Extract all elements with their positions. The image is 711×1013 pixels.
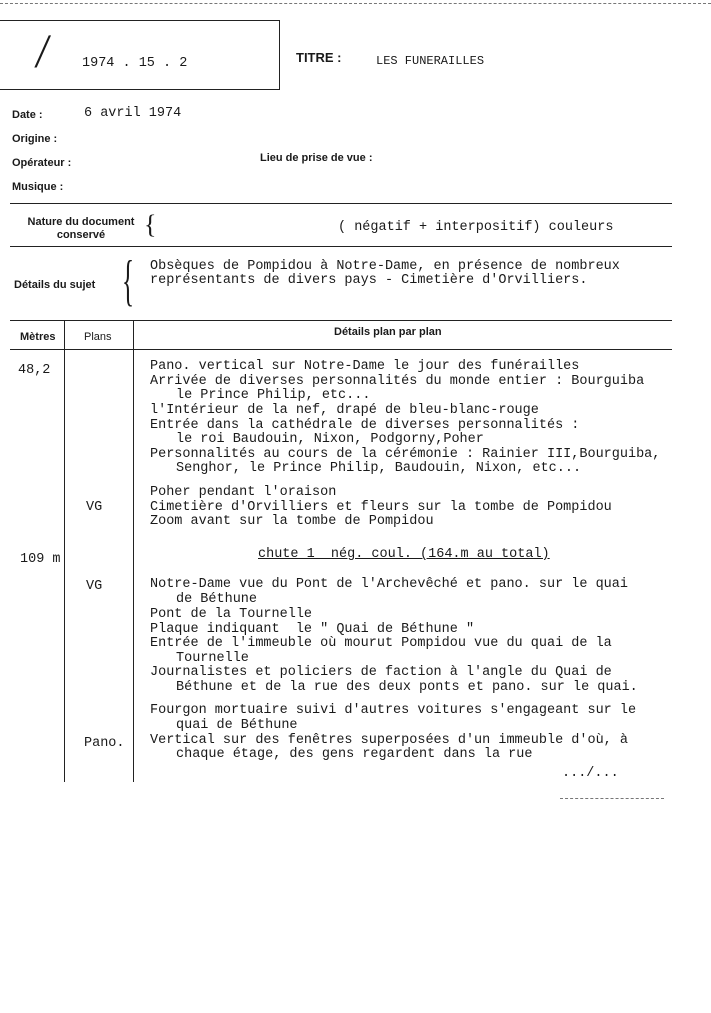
detail-line: Béthune et de la rue des deux ponts et pano. sur le quai. <box>176 680 638 695</box>
table-header-bottom-line <box>10 349 672 350</box>
detail-line: Arrivée de diverses personnalités du monde entier : Bourguiba <box>150 374 645 389</box>
detail-line: le roi Baudouin, Nixon, Podgorny,Poher <box>176 432 484 447</box>
detail-line: Fourgon mortuaire suivi d'autres voitures s'engageant sur le <box>150 703 637 718</box>
metres-value-1: 48,2 <box>18 363 51 378</box>
detail-line: Personnalités au cours de la cérémonie : Rainier III,Bourguiba, <box>150 447 661 462</box>
metres-header: Mètres <box>20 331 56 343</box>
detail-line: Tournelle <box>176 651 249 666</box>
sujet-label: Détails du sujet <box>14 279 96 291</box>
continuation-mark: .../... <box>562 766 619 781</box>
detail-line: Notre-Dame vue du Pont de l'Archevêché et pano. sur le quai <box>150 577 628 592</box>
header-box-top <box>0 20 280 21</box>
detail-line: Zoom avant sur la tombe de Pompidou <box>150 514 434 529</box>
detail-line: l'Intérieur de la nef, drapé de bleu-blanc-rouge <box>150 403 539 418</box>
top-edge-line <box>0 3 711 4</box>
metres-value-2: 109 m <box>20 552 61 567</box>
plans-header: Plans <box>84 331 112 343</box>
divider-line-2 <box>10 246 672 247</box>
sujet-line-1: Obsèques de Pompidou à Notre-Dame, en présence de nombreux <box>150 259 620 274</box>
detail-line: Plaque indiquant le " Quai de Béthune " <box>150 622 475 637</box>
detail-line: quai de Béthune <box>176 718 298 733</box>
detail-line: de Béthune <box>176 592 258 607</box>
reference-number: 1974 . 15 . 2 <box>82 56 188 71</box>
titre-value: LES FUNERAILLES <box>376 54 485 68</box>
nature-label-line2: conservé <box>56 229 106 241</box>
detail-line: Vertical sur des fenêtres superposées d'un immeuble d'où, à <box>150 733 628 748</box>
detail-line: Pano. vertical sur Notre-Dame le jour des funérailles <box>150 359 580 374</box>
nature-brace: { <box>144 210 157 239</box>
detail-line: Cimetière d'Orvilliers et fleurs sur la tombe de Pompidou <box>150 500 612 515</box>
detail-line: Senghor, le Prince Philip, Baudouin, Nixon, etc... <box>176 461 582 476</box>
detail-line: chaque étage, des gens regardent dans la rue <box>176 747 533 762</box>
nature-label-line1: Nature du document <box>27 216 135 228</box>
nature-label <box>22 216 140 242</box>
lieu-label: Lieu de prise de vue : <box>260 152 373 164</box>
nature-value: ( négatif + interpositif) couleurs <box>338 220 614 235</box>
table-column-divider-1 <box>64 320 65 782</box>
detail-line: le Prince Philip, etc... <box>176 388 371 403</box>
number-mark: / <box>33 25 53 78</box>
sujet-brace: { <box>122 250 135 312</box>
titre-label: TITRE : <box>296 50 342 65</box>
plans-value-1: VG <box>86 500 103 515</box>
bottom-dashed-line <box>560 798 664 799</box>
musique-label: Musique : <box>12 181 64 193</box>
table-top-line <box>10 320 672 321</box>
table-column-divider-2 <box>133 320 134 782</box>
details-header: Détails plan par plan <box>334 326 442 338</box>
plans-value-3: Pano. <box>84 736 125 751</box>
detail-line: Entrée de l'immeuble où mourut Pompidou vue du quai de la <box>150 636 612 651</box>
date-label: Date : <box>12 109 43 121</box>
header-box-bottom <box>0 89 280 90</box>
chute-line: chute 1 nég. coul. (164.m au total) <box>258 547 550 562</box>
divider-line-1 <box>10 203 672 204</box>
header-box-right <box>279 20 280 90</box>
date-value: 6 avril 1974 <box>84 106 182 121</box>
detail-line: Poher pendant l'oraison <box>150 485 337 500</box>
detail-line: Entrée dans la cathédrale de diverses personnalités : <box>150 418 580 433</box>
detail-line: Pont de la Tournelle <box>150 607 313 622</box>
operateur-label: Opérateur : <box>12 157 72 169</box>
sujet-line-2: représentants de divers pays - Cimetière d'Orvilliers. <box>150 273 588 288</box>
origine-label: Origine : <box>12 133 58 145</box>
plans-value-2: VG <box>86 579 103 594</box>
detail-line: Journalistes et policiers de faction à l'angle du Quai de <box>150 665 612 680</box>
